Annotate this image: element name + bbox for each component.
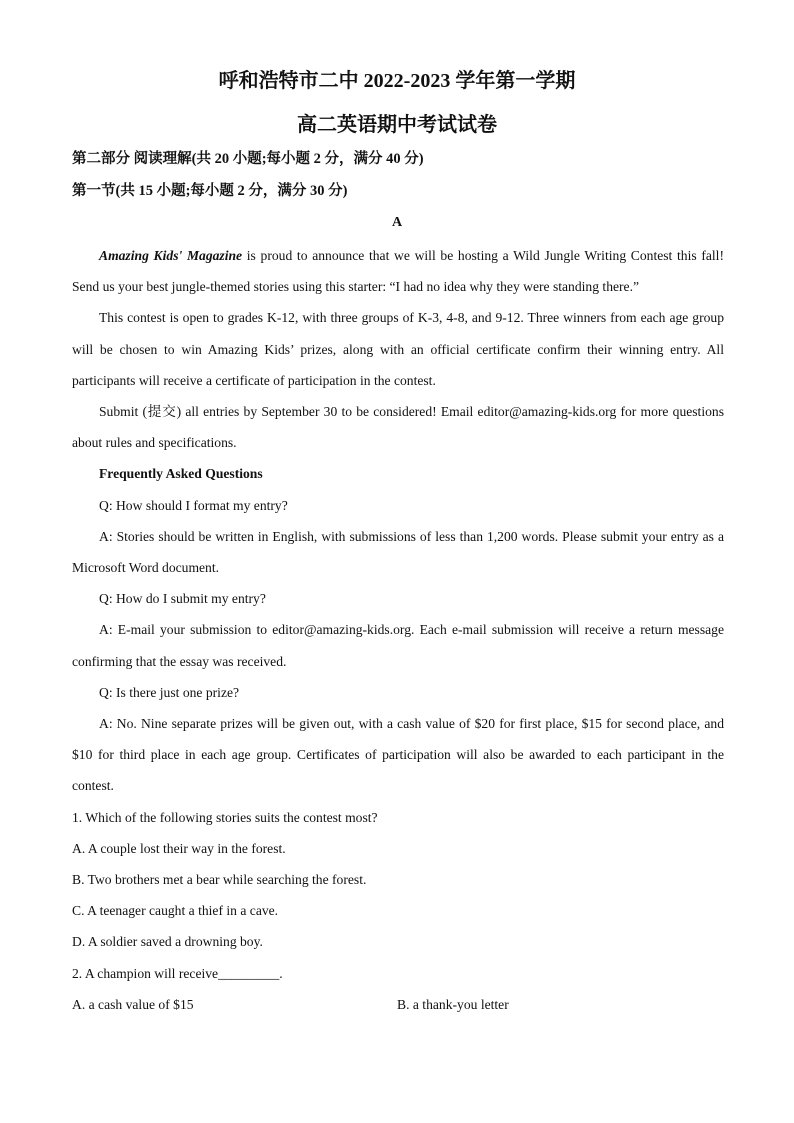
question-1-stem: 1. Which of the following stories suits the contest most? xyxy=(72,809,378,825)
faq-question-1: Q: How should I format my entry? xyxy=(99,497,288,513)
passage-paragraph-2: This contest is open to grades K-12, with three groups of K-3, 4-8, and 9-12. Three winners from each age group will be chosen to win Amazing Kids’ prizes, along with an official certificate confirm their winning entry. All participants will receive a certificate of participation in the contest. xyxy=(72,310,724,388)
question-2-options-row xyxy=(72,989,724,1020)
faq-question-2: Q: How do I submit my entry? xyxy=(99,591,266,607)
question-2-option-a: A. a cash value of $15 xyxy=(72,996,194,1012)
passage-paragraph-3: Submit (提交) all entries by September 30 to be considered! Email editor@amazing-kids.org for more questions about rules and specifications. xyxy=(72,404,724,451)
faq-answer-1: A: Stories should be written in English, with submissions of less than 1,200 words. Please submit your entry as a Microsoft Word document. xyxy=(72,528,724,576)
magazine-name: Amazing Kids' Magazine xyxy=(99,248,243,263)
faq-heading: Frequently Asked Questions xyxy=(99,466,263,482)
faq-answer-2: A: E-mail your submission to editor@amazing-kids.org. Each e-mail submission will receive a return message confirming that the essay was received. xyxy=(72,622,724,669)
question-2-option-b: B. a thank-you letter xyxy=(397,996,509,1012)
section-heading-part: 第二部分 阅读理解(共 20 小题;每小题 2 分，满分 40 分) xyxy=(72,151,424,167)
question-1-option-c: C. A teenager caught a thief in a cave. xyxy=(72,903,279,919)
question-1-option-b: B. Two brothers met a bear while searching the forest. xyxy=(72,872,367,888)
question-2-stem: 2. A champion will receive_________. xyxy=(72,965,283,981)
exam-subtitle: 高二英语期中考试试卷 xyxy=(297,114,497,136)
faq-question-3: Q: Is there just one prize? xyxy=(99,684,240,700)
question-1-option-a: A. A couple lost their way in the forest. xyxy=(72,840,286,856)
paragraph-1-text: is proud to announce that we will be hosting a Wild Jungle Writing Contest this fall! Send us your best jungle-themed stories using this starter: “I had no idea why they were standing there.” xyxy=(72,248,724,295)
exam-title: 呼和浩特市二中 2022-2023 学年第一学期 xyxy=(218,70,576,92)
faq-answer-3: A: No. Nine separate prizes will be given out, with a cash value of $20 for first place, $15 for second place, and $10 for third place in each age group. Certificates of participation will also be awarded to each participant in the contest. xyxy=(72,716,724,794)
section-heading-subpart: 第一节(共 15 小题;每小题 2 分，满分 30 分) xyxy=(72,183,348,199)
question-1-option-d: D. A soldier saved a drowning boy. xyxy=(72,934,263,950)
passage-letter: A xyxy=(391,215,403,230)
passage-paragraph-1 xyxy=(72,240,724,302)
passage-body xyxy=(72,240,724,1020)
